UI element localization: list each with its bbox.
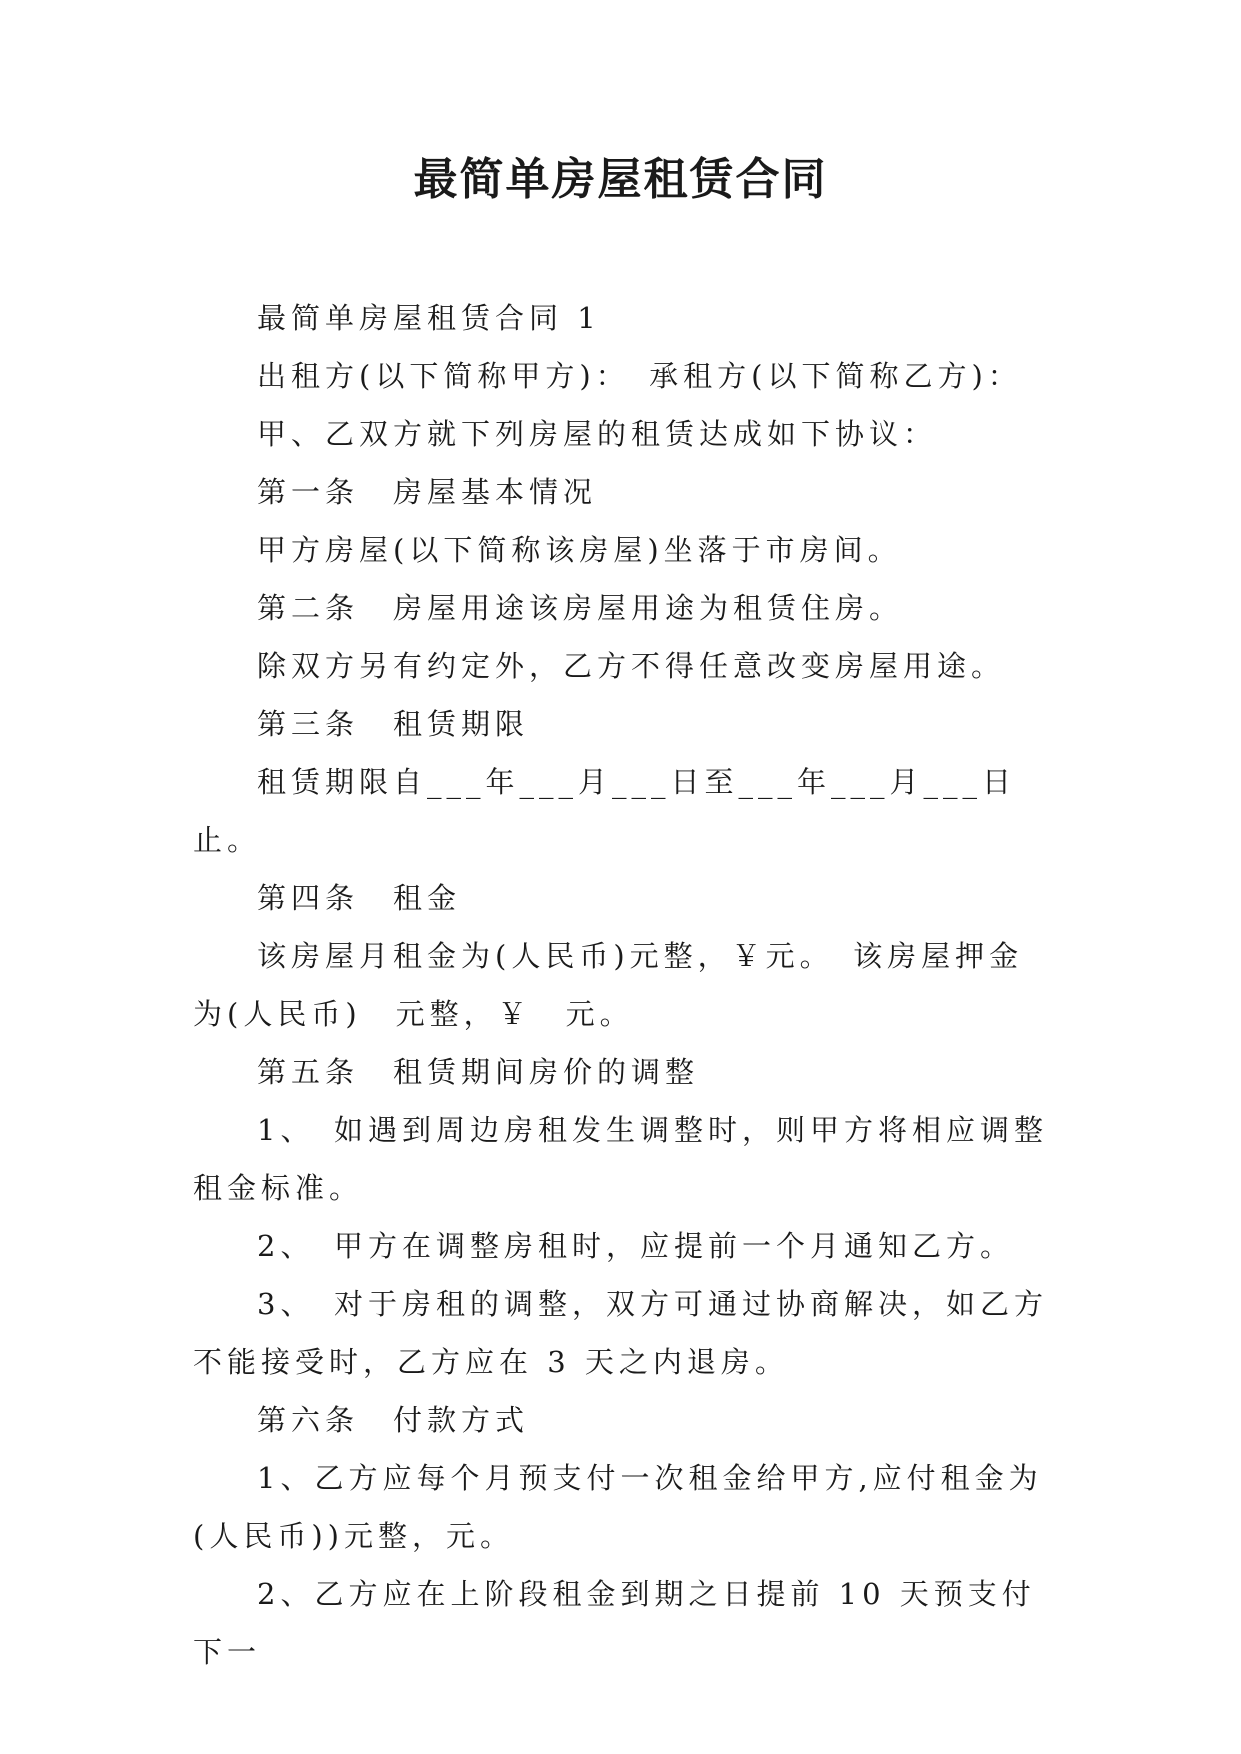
article-3-heading: 第三条 租赁期限 <box>257 707 530 741</box>
article-2-heading: 第二条 房屋用途该房屋用途为租赁住房。 <box>257 591 904 625</box>
paragraph-parties: 出租方(以下简称甲方)： 承租方(以下简称乙方)： <box>257 359 1022 393</box>
article-5-item-1: 1、 如遇到周边房租发生调整时，则甲方将相应调整租金标准。 <box>193 1113 1048 1205</box>
article-1-heading: 第一条 房屋基本情况 <box>257 475 598 509</box>
article-6-heading: 第六条 付款方式 <box>257 1403 530 1437</box>
article-4-heading: 第四条 租金 <box>257 881 462 915</box>
document-body <box>193 289 1053 1681</box>
article-4-text: 该房屋月租金为(人民币)元整，￥元。 该房屋押金为(人民币) 元整，￥ 元。 <box>193 939 1024 1031</box>
document-title: 最简单房屋租赁合同 <box>413 154 828 205</box>
article-5-item-3: 3、 对于房租的调整，双方可通过协商解决，如乙方不能接受时，乙方应在 3 天之内退房。 <box>193 1287 1048 1379</box>
article-5-heading: 第五条 租赁期间房价的调整 <box>257 1055 700 1089</box>
paragraph-agreement-intro: 甲、乙双方就下列房屋的租赁达成如下协议： <box>257 417 938 451</box>
article-2-text: 除双方另有约定外，乙方不得任意改变房屋用途。 <box>257 649 1006 683</box>
article-6-item-2: 2、乙方应在上阶段租金到期之日提前 10 天预支付下一 <box>193 1577 1036 1669</box>
article-3-text: 租赁期限自___年___月___日至___年___月___日止。 <box>193 765 1017 857</box>
article-1-text: 甲方房屋(以下简称该房屋)坐落于市房间。 <box>257 533 902 567</box>
article-6-item-1: 1、乙方应每个月预支付一次租金给甲方,应付租金为(人民币))元整，元。 <box>193 1461 1043 1553</box>
article-5-item-2: 2、 甲方在调整房租时，应提前一个月通知乙方。 <box>257 1229 1014 1263</box>
paragraph-heading-copy: 最简单房屋租赁合同 1 <box>257 301 601 335</box>
